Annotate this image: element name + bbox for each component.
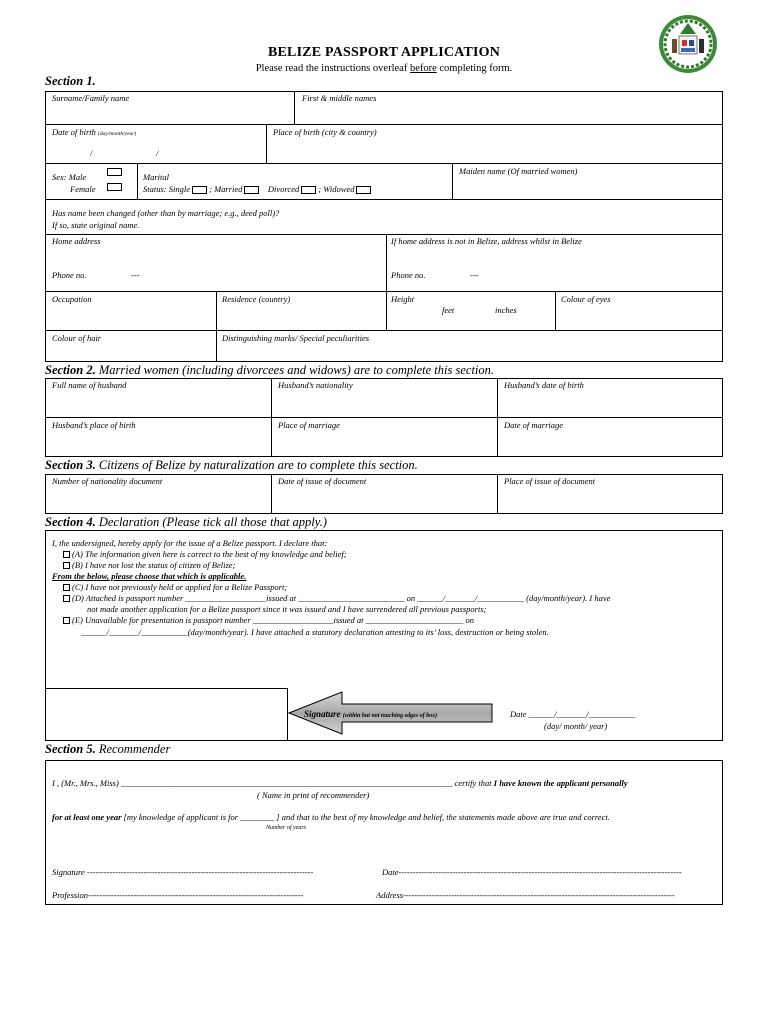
form-title: BELIZE PASSPORT APPLICATION	[267, 45, 501, 60]
married-checkbox[interactable]	[244, 186, 259, 194]
height-inches-label: inches	[495, 305, 517, 315]
declaration-option-d[interactable]: (D) Attached is passport number ___________________issued at _________________________ on ______/_______/___________ (day/month/year). I have	[63, 593, 610, 604]
recommender-name-caption: ( Name in print of recommender)	[257, 790, 370, 800]
recommender-name-line[interactable]: I , (Mr., Mrs., Miss) ______________________________________________________________________________ certify that I have known the applicant personally	[52, 778, 628, 788]
signature-label: Signature (within but not touching edges of box)	[304, 709, 438, 719]
section-3-heading: Section 3. Citizens of Belize by naturalization are to complete this section.	[45, 458, 418, 472]
declaration-option-e-cont: ______/_______/___________(day/month/year). I have attached a statutory declaration attesting to its’ loss, destruction or being stolen.	[81, 627, 549, 637]
sex-male-option[interactable]: Sex: Male	[52, 172, 87, 182]
declaration-intro: I, the undersigned, hereby apply for the issue of a Belize passport. I declare that:	[52, 538, 328, 548]
height-feet-label: feet	[442, 305, 455, 315]
husband-dob-field[interactable]: Husband’s date of birth	[504, 380, 584, 390]
recommender-profession-field[interactable]: Profession----------------------------------------------------------------------------	[52, 890, 304, 900]
declaration-choose-note: From the below, please choose that which is applicable.	[52, 571, 247, 581]
home-address-field[interactable]: Home address	[52, 236, 101, 246]
husband-name-field[interactable]: Full name of husband	[52, 380, 127, 390]
phone-field[interactable]: Phone no.	[52, 270, 87, 280]
declaration-option-e[interactable]: (E) Unavailable for presentation is passport number ___________________issued at _______________________ on	[63, 615, 474, 626]
section-4-heading: Section 4. Declaration (Please tick all those that apply.)	[45, 515, 327, 529]
original-name-field[interactable]: If so, state original name.	[52, 220, 140, 230]
marital-label: Marital	[143, 172, 169, 182]
marriage-date-field[interactable]: Date of marriage	[504, 420, 564, 430]
divorced-checkbox[interactable]	[301, 186, 316, 194]
declaration-option-b[interactable]: (B) I have not lost the status of citizen of Belize;	[63, 560, 235, 571]
doc-issue-date-field[interactable]: Date of issue of document	[278, 476, 367, 486]
eye-colour-field[interactable]: Colour of eyes	[561, 294, 611, 304]
option-a-checkbox[interactable]	[63, 551, 70, 558]
date-of-birth-field[interactable]: Date of birth (day/month/year)	[52, 127, 137, 137]
occupation-field[interactable]: Occupation	[52, 294, 92, 304]
sex-male-checkbox[interactable]	[107, 168, 122, 176]
first-middle-names-field[interactable]: First & middle names	[302, 93, 377, 103]
years-caption: Number of years	[266, 825, 306, 831]
section-2-heading: Section 2. Married women (including divorcees and widows) are to complete this section.	[45, 363, 495, 377]
form-instructions: Please read the instructions overleaf before completing form.	[255, 63, 513, 74]
dob-slash-1: /	[90, 148, 93, 158]
height-field[interactable]: Height	[391, 294, 415, 304]
declaration-option-c[interactable]: (C) I have not previously held or applied for a Belize Passport;	[63, 582, 287, 593]
recommender-signature-field[interactable]: Signature --------------------------------------------------------------------------------	[52, 867, 314, 877]
option-d-checkbox[interactable]	[63, 595, 70, 602]
phone-belize-dashes: ---	[470, 270, 479, 280]
husband-nationality-field[interactable]: Husband’s nationality	[278, 380, 353, 390]
husband-pob-field[interactable]: Husband’s place of birth	[52, 420, 136, 430]
single-checkbox[interactable]	[192, 186, 207, 194]
residence-field[interactable]: Residence (country)	[222, 294, 291, 304]
dob-slash-2: /	[156, 148, 159, 158]
option-b-checkbox[interactable]	[63, 562, 70, 569]
sex-female-checkbox[interactable]	[107, 183, 122, 191]
declaration-date-field[interactable]: Date ______/_______/___________	[510, 709, 636, 719]
name-changed-question: Has name been changed (other than by marriage; e.g., deed poll)?	[52, 208, 280, 218]
hair-colour-field[interactable]: Colour of hair	[52, 333, 102, 343]
place-of-birth-field[interactable]: Place of birth (city & country)	[273, 127, 377, 137]
marital-status-row: Status: Single ; Married Divorced ; Widowed	[143, 184, 371, 194]
section-1-box	[45, 91, 723, 362]
section-1-heading: Section 1.	[45, 74, 96, 88]
declaration-option-a[interactable]: (A) The information given here is correct to the best of my knowledge and belief;	[63, 549, 347, 560]
signature-box[interactable]	[45, 688, 288, 741]
recommender-address-field[interactable]: Address------------------------------------------------------------------------------------------------	[376, 890, 675, 900]
address-in-belize-field[interactable]: If home address is not in Belize, address whilst in Belize	[391, 236, 582, 246]
nationality-doc-number-field[interactable]: Number of nationality document	[52, 476, 163, 486]
widowed-checkbox[interactable]	[356, 186, 371, 194]
declaration-option-d-cont: not made another application for a Belize passport since it was issued and I have surrendered all previous passports;	[87, 604, 487, 614]
option-c-checkbox[interactable]	[63, 584, 70, 591]
sex-female-option[interactable]: Female	[70, 184, 96, 194]
marriage-place-field[interactable]: Place of marriage	[278, 420, 340, 430]
declaration-date-format: (day/ month/ year)	[544, 721, 608, 731]
phone-belize-field[interactable]: Phone no.	[391, 270, 426, 280]
surname-field[interactable]: Surname/Family name	[52, 93, 130, 103]
section-5-heading: Section 5. Recommender	[45, 742, 171, 756]
option-e-checkbox[interactable]	[63, 617, 70, 624]
phone-dashes: ---	[131, 270, 140, 280]
doc-issue-place-field[interactable]: Place of issue of document	[504, 476, 596, 486]
recommender-date-field[interactable]: Date----------------------------------------------------------------------------------------------------	[382, 867, 682, 877]
recommender-years-line[interactable]: for at least one year [my knowledge of applicant is for ________ ] and that to the best of my knowledge and belief, the statements made above are true and correct.	[52, 812, 610, 822]
maiden-name-field[interactable]: Maiden name (Of married women)	[459, 166, 578, 176]
distinguishing-marks-field[interactable]: Distinguishing marks/ Special peculiarities	[222, 333, 370, 343]
